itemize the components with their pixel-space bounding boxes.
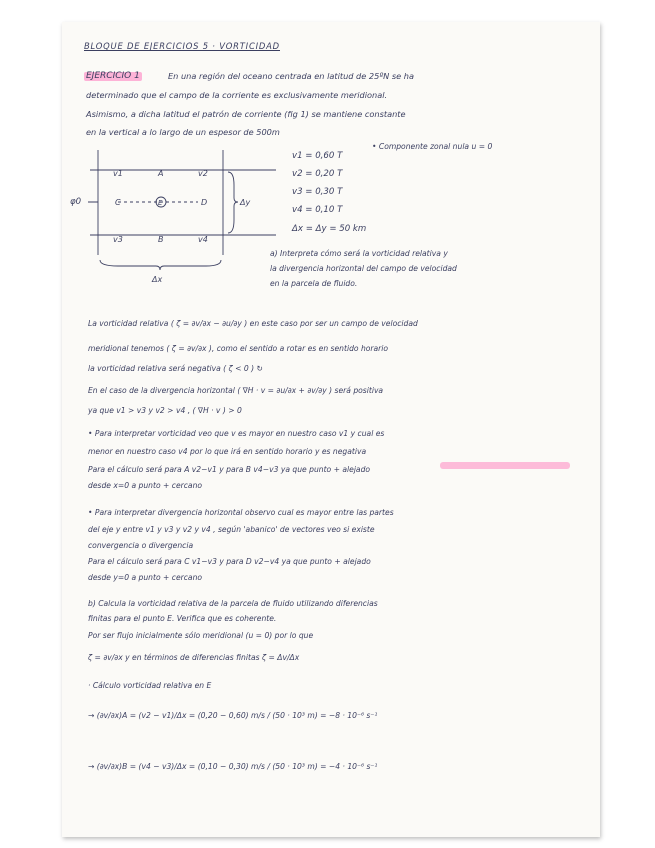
velocity-v3: v3 = 0,30 T: [292, 187, 343, 197]
bullet-2-line-5: desde y=0 a punto + cercano: [88, 573, 203, 582]
question-b-line-5: · Cálculo vorticidad relativa en E: [88, 681, 212, 690]
calc-b: → (∂v/∂x)B = (v4 − v3)/Δx = (0,10 − 0,30) m/s / (50 · 10³ m) = −4 · 10⁻⁶ s⁻¹: [88, 762, 378, 771]
bullet-2-line-1: • Para interpretar divergencia horizontal observo cual es mayor entre las partes: [88, 508, 394, 517]
bullet-2-line-4: Para el cálculo será para C v1−v3 y para D v2−v4 ya que punto + alejado: [88, 557, 371, 566]
label-dx: Δx: [152, 275, 163, 284]
bullet-1-line-1: • Para interpretar vorticidad veo que v es mayor en nuestro caso v1 y cual es: [88, 429, 385, 438]
question-b-line-3: Por ser flujo inicialmente sólo meridional (u = 0) por lo que: [88, 631, 314, 640]
velocity-v2: v2 = 0,20 T: [292, 169, 343, 179]
bullet-2-line-2: del eje y entre v1 y v3 y v2 y v4 , según 'abanico' de vectores veo si existe: [88, 525, 375, 534]
answer-a-line-5: ya que v1 > v3 y v2 > v4 , ( ∇H · v ) > 0: [88, 406, 242, 415]
answer-a-line-3: la vorticidad relativa será negativa ( ζ < 0 ) ↻: [88, 364, 263, 373]
label-E: E: [158, 199, 163, 207]
zonal-note: • Componente zonal nula u = 0: [372, 142, 493, 151]
question-b-line-1: b) Calcula la vorticidad relativa de la parcela de fluido utilizando diferencias: [88, 599, 378, 608]
intro-line-2: determinado que el campo de la corriente es exclusivamente meridional.: [86, 90, 388, 100]
calc-a: → (∂v/∂x)A = (v2 − v1)/Δx = (0,20 − 0,60) m/s / (50 · 10³ m) = −8 · 10⁻⁶ s⁻¹: [88, 711, 378, 720]
label-C: C: [115, 198, 121, 207]
answer-a-line-2: meridional tenemos ( ζ = ∂v/∂x ), como el sentido a rotar es en sentido horario: [88, 344, 389, 353]
page-title: BLOQUE DE EJERCICIOS 5 · VORTICIDAD: [84, 41, 280, 51]
intro-line-1: En una región del oceano centrada en latitud de 25ºN se ha: [168, 71, 415, 81]
velocity-v1: v1 = 0,60 T: [292, 151, 343, 161]
label-v1: v1: [113, 169, 123, 178]
label-v2: v2: [198, 169, 208, 178]
grid-spacing: Δx = Δy = 50 km: [292, 224, 367, 234]
label-dy: Δy: [240, 198, 251, 207]
label-D: D: [201, 198, 208, 207]
label-phi: φ0: [70, 197, 82, 207]
question-b-line-2: finitas para el punto E. Verifica que es coherente.: [88, 614, 277, 623]
intro-line-3: Asimismo, a dicha latitud el patrón de corriente (fig 1) se mantiene constante: [86, 109, 406, 119]
answer-a-line-4: En el caso de la divergencia horizontal ( ∇H · v = ∂u/∂x + ∂v/∂y ) será positiva: [88, 386, 384, 395]
question-a-line-1: a) Interpreta cómo será la vorticidad relativa y: [270, 249, 448, 258]
bullet-1-line-3: Para el cálculo será para A v2−v1 y para B v4−v3 ya que punto + alejado: [88, 465, 371, 474]
label-B: B: [158, 235, 164, 244]
label-A: A: [158, 169, 164, 178]
answer-a-line-1: La vorticidad relativa ( ζ = ∂v/∂x − ∂u/∂y ) en este caso por ser un campo de velocidad: [88, 319, 418, 328]
bullet-1-line-2: menor en nuestro caso v4 por lo que irá en sentido horario y es negativa: [88, 447, 367, 456]
bullet-1-line-4: desde x=0 a punto + cercano: [88, 481, 203, 490]
highlight-mark: [440, 462, 570, 469]
grid-diagram: [88, 150, 278, 290]
question-b-line-4: ζ = ∂v/∂x y en términos de diferencias finitas ζ = Δv/Δx: [88, 653, 300, 662]
label-v3: v3: [113, 235, 123, 244]
question-a-line-3: en la parcela de fluido.: [270, 279, 358, 288]
intro-line-4: en la vertical a lo largo de un espesor de 500m: [86, 127, 280, 137]
label-v4: v4: [198, 235, 208, 244]
bullet-2-line-3: convergencia o divergencia: [88, 541, 194, 550]
velocity-v4: v4 = 0,10 T: [292, 205, 343, 215]
question-a-line-2: la divergencia horizontal del campo de velocidad: [270, 264, 457, 273]
exercise-label: EJERCICIO 1: [86, 71, 140, 81]
